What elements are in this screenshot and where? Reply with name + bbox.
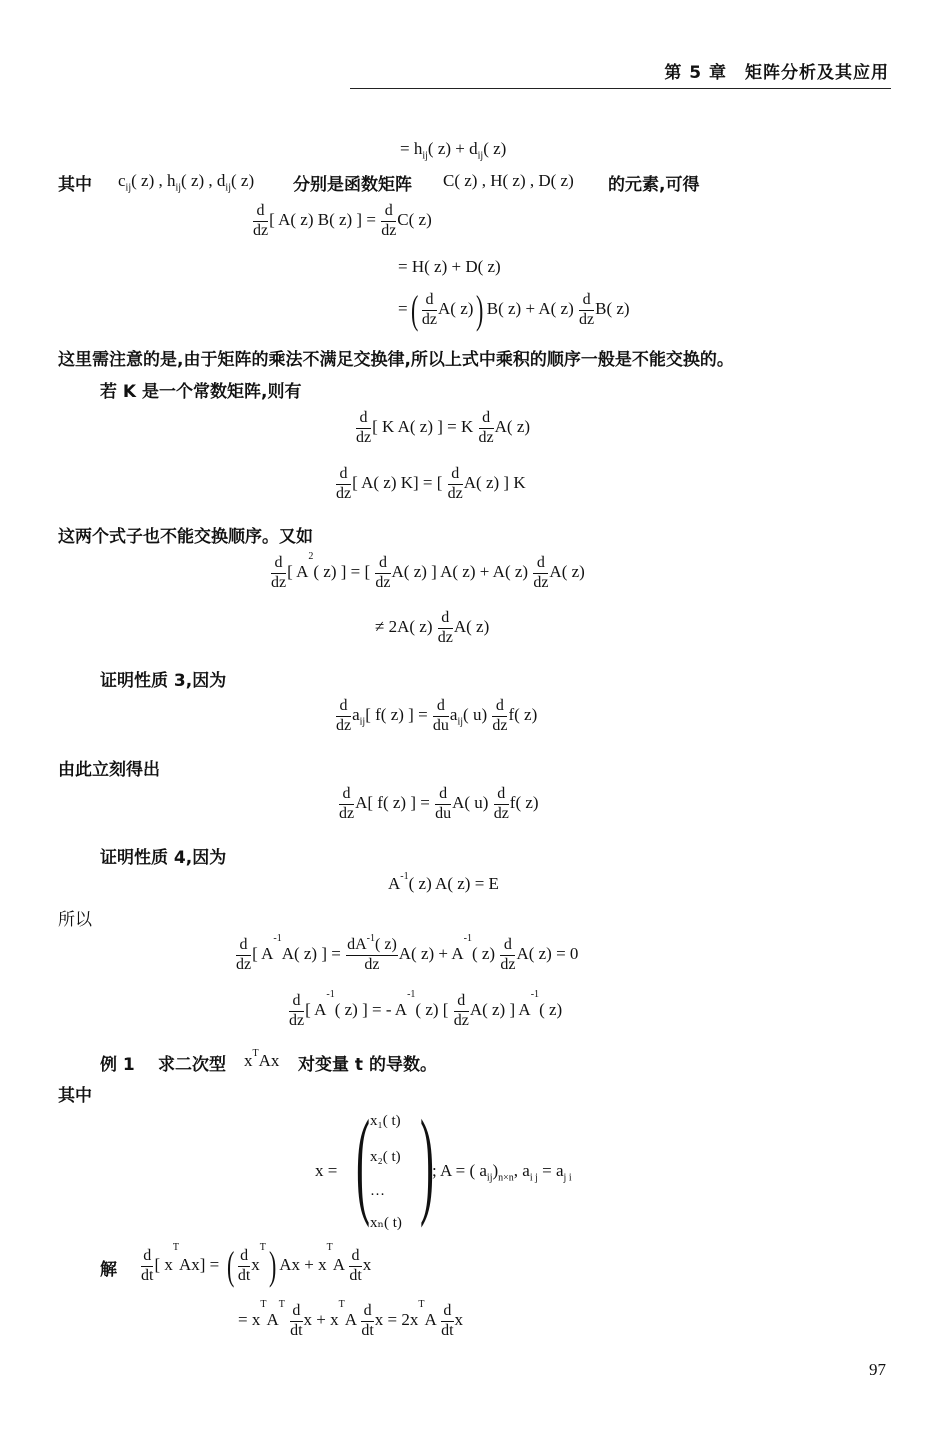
solution-label: 解 — [100, 1260, 117, 1280]
example-quadratic-form: $x^TAx$ — [244, 1048, 280, 1070]
solution-line-1: $\frac{d}{dt}$ [ $x^TAx$] = ( $\frac{d}{dt}$ $x^T$) $Ax + x^TA$ $\frac{d}{dt}$ x — [141, 1242, 372, 1288]
chapter-title: 第 5 章 矩阵分析及其应用 — [664, 63, 889, 83]
example-body-a: 求二次型 — [158, 1055, 226, 1075]
equation-chain-rule-matrix: $\frac{d}{dz}$ A[ f( z) ] = $\frac{d}{du}$ A( u) $\frac{d}{dz}$ f( z) — [339, 785, 539, 822]
line1-end: 的元素,可得 — [608, 175, 700, 195]
paragraph-constant: 若 K 是一个常数矩阵,则有 — [100, 382, 302, 402]
line1-body: 分别是函数矩阵 — [293, 175, 412, 195]
equation-not-equal: ≠ 2A( z) $\frac{d}{dz}$ A( z) — [375, 609, 490, 646]
equation-product-rule-1: $\frac{d}{dz}$ [ A( z) B( z) ] = $\frac{d}{dz}$ C( z) — [253, 202, 432, 239]
label-where: 其中 — [58, 175, 92, 195]
equation-product-rule-3: =( $\frac{d}{dz}$ A( z)) B( z) + A( z) $\frac{d}{dz}$ B( z) — [398, 287, 630, 332]
matrix-A-definition: ; A = ( $a_{ij})_{n\times n}$, $a_{i j} = a_{j i}$ — [432, 1161, 572, 1184]
equation-chain-rule-element: $\frac{d}{dz}$ $a_{ij}$[ f( z) ] = $\frac{d}{du}$ $a_{ij}$( u) $\frac{d}{dz}$ f( z) — [336, 697, 538, 734]
paragraph-so: 所以 — [58, 910, 92, 930]
vector-entry: x₂( t) — [370, 1149, 401, 1165]
vector-left-paren: ( — [356, 1095, 370, 1228]
vector-entry: x₁( t) — [370, 1113, 401, 1129]
equation-inverse-derivative-2: $\frac{d}{dz}$ [ $A^{-1}$( z) ] = - $A^{-1}$( z) [ $\frac{d}{dz}$ A( z) ] $A^{-1}$( z) — [289, 989, 563, 1029]
vector-entry: … — [370, 1183, 385, 1199]
paragraph-thus: 由此立刻得出 — [58, 760, 160, 780]
vector-right-paren: ) — [420, 1095, 434, 1228]
page-header — [350, 58, 891, 89]
vector-entry: xₙ( t) — [370, 1215, 402, 1231]
paragraph-where: 其中 — [58, 1086, 92, 1106]
equation-constant-right: $\frac{d}{dz}$ [ A( z) K] = [ $\frac{d}{dz}$ A( z) ] K — [336, 465, 526, 502]
equation-square: $\frac{d}{dz}$ [ $A^2$( z) ] = [ $\frac{d}{dz}$ A( z) ] A( z) + A( z) $\frac{d}{dz}$ A( z) — [271, 551, 585, 591]
solution-line-2: = $x^TA^T$ $\frac{d}{dt}$ $x + x^TA$ $\frac{d}{dt}$ $x = 2x^TA$ $\frac{d}{dt}$ x — [238, 1299, 464, 1339]
equation-h-d: = $h_{ij}$( $z) + d_{ij}$( z) — [400, 139, 507, 162]
equation-product-rule-2: = H( z) + D( z) — [398, 257, 501, 276]
example-body-b: 对变量 t 的导数。 — [298, 1055, 437, 1075]
paragraph-proof-4: 证明性质 4,因为 — [100, 848, 227, 868]
equation-inverse-identity: $A^{-1}$( z) A( z) = E — [388, 871, 499, 893]
example-label: 例 1 — [100, 1055, 135, 1075]
element-list: $c_{ij}$( z) , $h_{ij}$( z) , $d_{ij}$( z) — [118, 171, 255, 194]
paragraph-two: 这两个式子也不能交换顺序。又如 — [58, 527, 313, 547]
equation-inverse-derivative-1: $\frac{d}{dz}$ [ $A^{-1}A$( z) ] = $\frac{dA^{-1}( z)}{dz}$ A( $z) + A^{-1}$( z) $\frac{d}{dz}$ A( z) = 0 — [236, 933, 579, 973]
paragraph-note: 这里需注意的是,由于矩阵的乘法不满足交换律,所以上式中乘积的顺序一般是不能交换的。 — [58, 350, 734, 370]
matrix-names: C( z) , H( z) , D( z) — [443, 171, 574, 190]
page-number: 97 — [869, 1360, 886, 1379]
equation-constant-left: $\frac{d}{dz}$ [ K A( z) ] = K $\frac{d}{dz}$ A( z) — [356, 409, 531, 446]
vector-x-label: x = — [315, 1161, 338, 1180]
paragraph-proof-3: 证明性质 3,因为 — [100, 671, 227, 691]
